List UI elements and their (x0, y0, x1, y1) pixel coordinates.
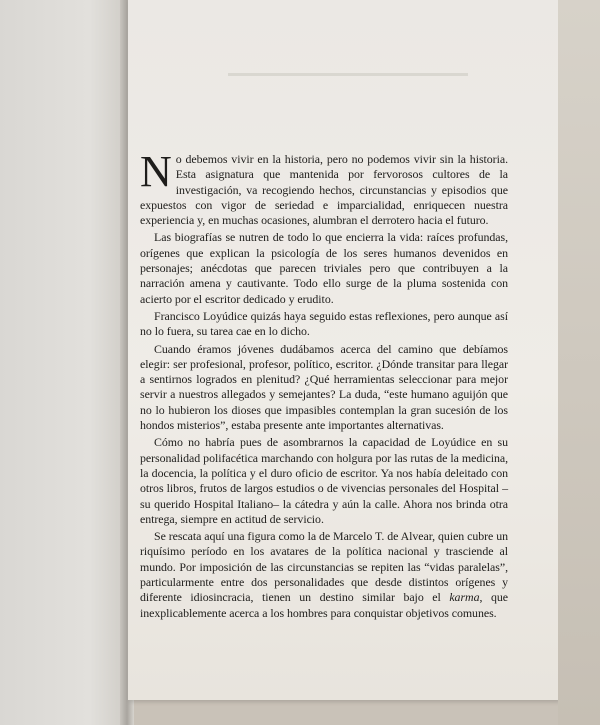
paragraph-4: Cuando éramos jóvenes dudábamos acerca del camino que debíamos elegir: ser profesional, profesor, político, escritor. ¿Dónde transitar para llegar a sentirnos logrados en plenitud? ¿Qué herramientas seleccionar para mejor servir a nuestros allegados y semejantes? La duda, “este humano aguijón que no lo hubieron los dioses que impasibles contemplan la gran sucesión de los hondos misterios”, estaba presente ante importantes alternativas. (140, 341, 508, 433)
paragraph-6-italic: karma (449, 590, 480, 605)
paragraph-1-text: o debemos vivir en la historia, pero no podemos vivir sin la historia. Esta asignatura que mantenida por fervorosos cultores de la investigación, va recogiendo hechos, circunstancias y episodios que expuestos con vigor de seriedad e imparcialidad, enriquecen nuestra experiencia y, en muchas ocasiones, alumbran el derrotero hacia el futuro. (140, 152, 508, 228)
facing-page-left (0, 0, 128, 725)
paragraph-3: Francisco Loyúdice quizás haya seguido estas reflexiones, pero aunque así no lo fuera, su tarea cae en lo dicho. (140, 308, 508, 339)
paragraph-6-text-before: Se rescata aquí una figura como la de Marcelo T. de Alvear, quien cubre un riquísimo período en los avatares de la política nacional y trasciende al mundo. Por imposición de las circunstancias se repiten las “vidas paralelas”, particularmente entre dos personalidades que desde distintos orígenes y diferente idiosincracia, tienen un destino similar bajo el (140, 529, 508, 605)
paragraph-1 (140, 147, 508, 228)
paragraph-6-text-after: , que inexplicablemente acerca a los hombres para conquistar objetivos comunes. (140, 590, 508, 620)
drop-cap: N (140, 147, 172, 196)
table-surface (558, 0, 600, 725)
paragraph-5: Cómo no habría pues de asombrarnos la capacidad de Loyúdice en su personalidad polifacética marchando con holgura por las rutas de la medicina, la docencia, la política y el duro oficio de escritor. Ya nos había deleitado con otros libros, frutos de largos estudios o de vivencias personales del Hospital –su querido Hospital Italiano– la cátedra y aún la calle. Ahora nos brinda otra entrega, siempre en actitud de servicio. (140, 435, 508, 526)
faded-running-header (228, 73, 468, 76)
paragraph-6 (140, 529, 508, 621)
paragraph-2: Las biografías se nutren de todo lo que encierra la vida: raíces profundas, orígenes que explican la psicología de los seres humanos devenidos en personajes; anécdotas que parecen triviales pero que contribuyen a la narración amena y cautivante. Todo ello surge de la pluma sostenida con acierto por el escritor dedicado y erudito. (140, 230, 508, 306)
page-text (140, 147, 508, 623)
